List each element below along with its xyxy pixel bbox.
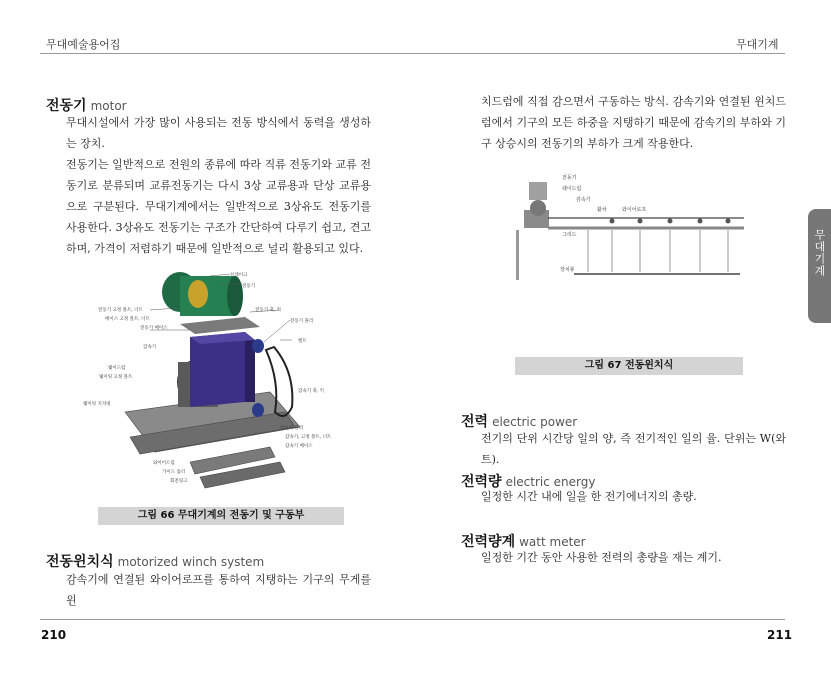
svg-text:베이스 고정 볼트, 너트: 베이스 고정 볼트, 너트	[105, 317, 150, 322]
term-winch	[46, 551, 264, 571]
motor-paragraph-2: 전동기는 일반적으로 전원의 종류에 따라 직류 전동기와 교류 전동기로 분류되며 교류전동기는 다시 3상 교류용과 단상 교류용으로 구분된다. 무대기계에서는 일반적으로 3상유도 전동기를 사용한다. 3상유도 전동기는 구조가 간단하여 다루기 쉽고, 견고하며, 가격이 저렴하기 때문에 일반적으로 널리 활용되고 있다.	[66, 158, 371, 255]
svg-text:와이어로프: 와이어로프	[622, 207, 647, 213]
svg-text:감속기, 고정 볼트, 너트: 감속기, 고정 볼트, 너트	[285, 435, 332, 440]
svg-text:벨트: 벨트	[298, 339, 307, 344]
svg-text:감속기 풀리: 감속기 풀리	[280, 426, 304, 431]
page-number-right: 211	[767, 628, 793, 642]
svg-text:전동기 베이스: 전동기 베이스	[140, 326, 168, 331]
running-header-left: 무대예술용어집	[46, 38, 121, 51]
motor-definition	[66, 112, 371, 259]
page-number-left: 210	[41, 628, 67, 642]
term-power-en: electric power	[492, 415, 578, 429]
power-definition: 전기의 단위 시간당 일의 양, 즉 전기적인 일의 율. 단위는 W(와트).	[481, 432, 786, 466]
svg-text:그리드: 그리드	[562, 232, 577, 238]
svg-text:전동기 축, 키: 전동기 축, 키	[255, 308, 282, 313]
term-energy-ko: 전력량	[461, 474, 502, 490]
term-energy-en: electric energy	[505, 475, 596, 489]
term-power-ko: 전력	[461, 414, 489, 430]
watt-meter-definition: 일정한 기간 동안 사용한 전력의 총량을 재는 계기.	[481, 551, 722, 564]
header-rule	[40, 53, 785, 54]
svg-text:활차: 활차	[597, 207, 607, 213]
svg-text:와이어드럼: 와이어드럼	[153, 461, 175, 466]
term-winch-ko: 전동윈치식	[46, 554, 114, 570]
winch-definition-continued: 치드럼에 직접 감으면서 구동하는 방식. 감속기와 연결된 윈치드럼에서 기구의 모든 하중을 지탱하기 때문에 감속기의 부하와 기구 상승시의 전동기의 부하가 크게 작용한다.	[481, 95, 786, 150]
term-watt-meter-ko: 전력량계	[461, 534, 516, 550]
svg-text:웨이팅 고정 볼트: 웨이팅 고정 볼트	[99, 375, 133, 380]
svg-text:전동기: 전동기	[562, 175, 577, 181]
energy-definition: 일정한 시간 내에 일을 한 전기에너지의 총량.	[481, 490, 697, 503]
term-winch-en: motorized winch system	[117, 555, 265, 569]
figure-67-caption: 그림 67 전동윈치식	[515, 357, 743, 375]
footer-rule	[40, 619, 785, 620]
svg-text:웨이팅 지지대: 웨이팅 지지대	[83, 402, 111, 407]
section-side-tab[interactable]	[808, 209, 831, 323]
svg-text:가이드 롤러: 가이드 롤러	[162, 470, 186, 475]
svg-text:전동기: 전동기	[242, 284, 256, 289]
svg-text:감속기 축, 키: 감속기 축, 키	[298, 389, 325, 394]
svg-text:브레이크: 브레이크	[230, 273, 248, 278]
side-tab-label: 무대기계	[813, 229, 826, 277]
figure-66-motor-drive-illustration	[70, 262, 350, 502]
svg-text:회전링크: 회전링크	[170, 479, 188, 484]
svg-text:감속기 베이스: 감속기 베이스	[285, 444, 313, 449]
svg-text:감속기: 감속기	[143, 345, 157, 350]
svg-text:감속기: 감속기	[576, 197, 591, 203]
term-motor-en: motor	[90, 99, 127, 113]
term-motor-ko: 전동기	[46, 98, 87, 114]
svg-text:전동기 고정 볼트, 너트: 전동기 고정 볼트, 너트	[98, 308, 143, 313]
figure-67-winch-diagram	[514, 168, 746, 280]
motor-paragraph-1: 무대시설에서 가장 많이 사용되는 전동 방식에서 동력을 생성하는 장치.	[66, 116, 371, 150]
running-header-right: 무대기계	[736, 38, 779, 51]
svg-text:전동기 풀리: 전동기 풀리	[290, 319, 314, 324]
figure-66-caption: 그림 66 무대기계의 전동기 및 구동부	[98, 507, 344, 525]
svg-text:웨이드럼: 웨이드럼	[108, 366, 126, 371]
term-watt-meter-en: watt meter	[519, 535, 586, 549]
svg-text:웨이드럼: 웨이드럼	[562, 186, 582, 192]
winch-definition-start: 감속기에 연결된 와이어로프를 통하여 지탱하는 기구의 무게를 윈	[66, 573, 371, 607]
svg-text:장치봉: 장치봉	[560, 267, 575, 273]
